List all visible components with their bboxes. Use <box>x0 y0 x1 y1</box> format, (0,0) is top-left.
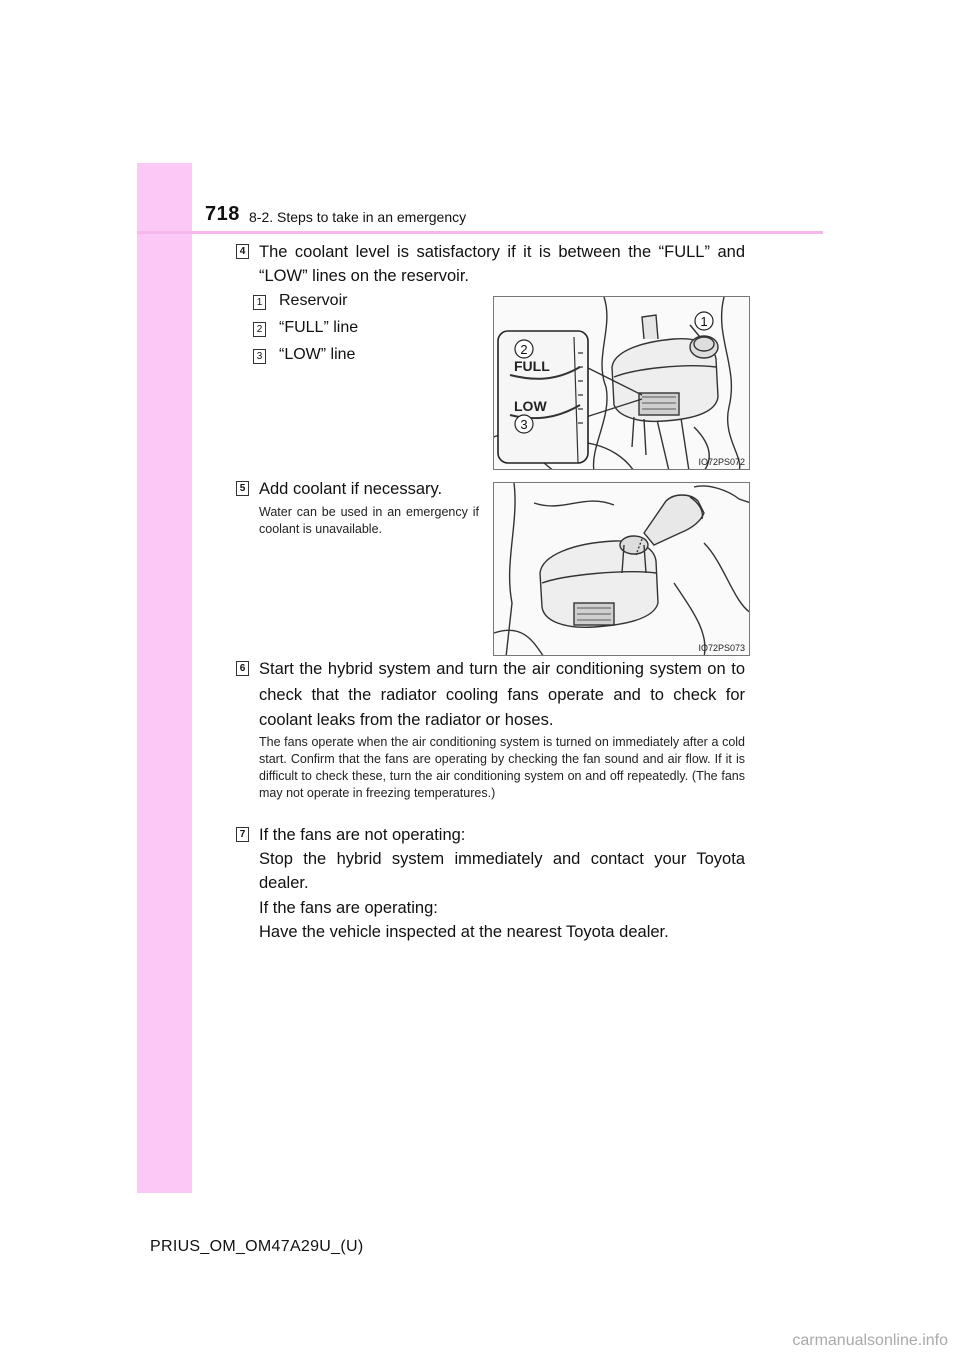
marker-2: 2 <box>520 342 528 357</box>
step-7-line-4: Have the vehicle inspected at the nearest Toyota dealer. <box>259 923 669 941</box>
step-number-4: 4 <box>236 244 249 259</box>
callout-label-full-line: “FULL” line <box>279 319 359 336</box>
low-mark: LOW <box>514 398 547 414</box>
page-number: 718 <box>205 203 240 225</box>
add-coolant-illustration <box>494 483 750 656</box>
side-tab-bar <box>137 163 192 1193</box>
callout-number-2: 2 <box>253 322 266 337</box>
step-number-7: 7 <box>236 827 249 842</box>
marker-3: 3 <box>520 417 528 432</box>
step-number-6: 6 <box>236 661 249 676</box>
callout-label-low-line: “LOW” line <box>279 346 356 363</box>
full-mark: FULL <box>514 358 550 374</box>
reservoir-illustration <box>494 297 750 470</box>
section-title: 8-2. Steps to take in an emergency <box>249 209 467 225</box>
step-number-5: 5 <box>236 481 249 496</box>
step-5-text: Add coolant if necessary. <box>259 480 443 498</box>
step-6-note: The fans operate when the air conditioning system is turned on immediately after a cold start. Confirm that the fans are operating by checking the fan sound and air flow. If it is difficult to check these, turn the air conditioning system on and off repeatedly. (The fans may not operate in freezing temperatures.) <box>259 735 745 800</box>
callout-label-reservoir: Reservoir <box>279 292 348 309</box>
watermark: carmanualsonline.info <box>792 1332 948 1349</box>
figure-code: IO72PS073 <box>698 643 745 653</box>
header-rule <box>137 231 823 234</box>
marker-1: 1 <box>700 314 708 329</box>
step-7-line-3: If the fans are operating: <box>259 899 438 917</box>
step-5-note: Water can be used in an emergency if coolant is unavailable. <box>259 505 479 536</box>
step-4-text: The coolant level is satisfactory if it is between the “FULL” and “LOW” lines on the reservoir. <box>259 243 745 285</box>
step-7-line-1: If the fans are not operating: <box>259 826 466 844</box>
callout-number-3: 3 <box>253 349 266 364</box>
figure-code: IO72PS072 <box>698 457 745 467</box>
step-7-line-2: Stop the hybrid system immediately and contact your Toyota dealer. <box>259 850 745 892</box>
figure-add-coolant <box>493 482 750 656</box>
footer-doc-code: PRIUS_OM_OM47A29U_(U) <box>150 1238 364 1255</box>
figure-coolant-reservoir <box>493 296 750 470</box>
callout-number-1: 1 <box>253 295 266 310</box>
step-6-text: Start the hybrid system and turn the air conditioning system on to check that the radiator cooling fans operate and to check for coolant leaks from the radiator or hoses. <box>259 660 745 729</box>
